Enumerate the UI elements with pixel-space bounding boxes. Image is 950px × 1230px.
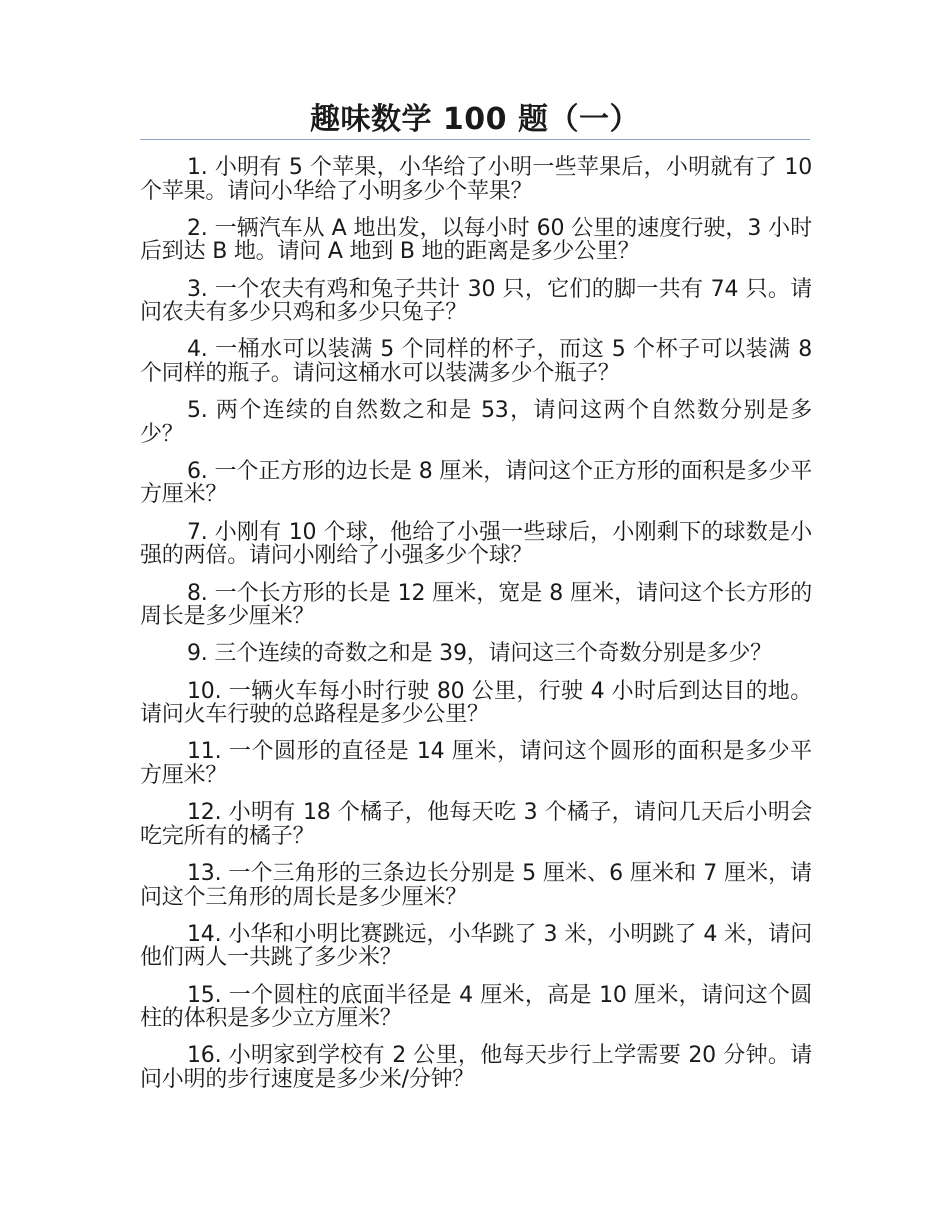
question-3: 3. 一个农夫有鸡和兔子共计 30 只，它们的脚一共有 74 只。请问农夫有多少只鸡和多少只兔子？ xyxy=(140,276,812,326)
question-5: 5. 两个连续的自然数之和是 53，请问这两个自然数分别是多少？ xyxy=(140,398,812,447)
question-16: 16. 小明家到学校有 2 公里，他每天步行上学需要 20 分钟。请问小明的步行速度是多少米/分钟？ xyxy=(140,1043,812,1092)
question-list xyxy=(140,156,812,1105)
title-underline xyxy=(140,139,810,140)
question-7: 7. 小刚有 10 个球，他给了小强一些球后，小刚剩下的球数是小强的两倍。请问小刚给了小强多少个球？ xyxy=(140,519,812,569)
question-13: 13. 一个三角形的三条边长分别是 5 厘米、6 厘米和 7 厘米，请问这个三角形的周长是多少厘米？ xyxy=(140,861,812,910)
question-12: 12. 小明有 18 个橘子，他每天吃 3 个橘子，请问几天后小明会吃完所有的橘子？ xyxy=(140,800,812,849)
question-15: 15. 一个圆柱的底面半径是 4 厘米，高是 10 厘米，请问这个圆柱的体积是多少立方厘米？ xyxy=(140,982,812,1032)
question-2: 2. 一辆汽车从 A 地出发，以每小时 60 公里的速度行驶，3 小时后到达 B 地。请问 A 地到 B 地的距离是多少公里？ xyxy=(140,215,812,265)
question-11: 11. 一个圆形的直径是 14 厘米，请问这个圆形的面积是多少平方厘米？ xyxy=(140,739,812,788)
question-10: 10. 一辆火车每小时行驶 80 公里，行驶 4 小时后到达目的地。请问火车行驶的总路程是多少公里？ xyxy=(140,678,812,728)
question-9: 9. 三个连续的奇数之和是 39，请问这三个奇数分别是多少？ xyxy=(187,641,772,667)
document-title: 趣味数学 100 题（一） xyxy=(309,102,640,137)
question-6: 6. 一个正方形的边长是 8 厘米，请问这个正方形的面积是多少平方厘米？ xyxy=(140,458,812,508)
question-4: 4. 一桶水可以装满 5 个同样的杯子，而这 5 个杯子可以装满 8 个同样的瓶子。请问这桶水可以装满多少个瓶子？ xyxy=(140,337,812,386)
question-1: 1. 小明有 5 个苹果，小华给了小明一些苹果后，小明就有了 10 个苹果。请问小华给了小明多少个苹果？ xyxy=(140,155,812,204)
question-8: 8. 一个长方形的长是 12 厘米，宽是 8 厘米，请问这个长方形的周长是多少厘米？ xyxy=(140,580,812,630)
question-14: 14. 小华和小明比赛跳远，小华跳了 3 米，小明跳了 4 米，请问他们两人一共跳了多少米？ xyxy=(140,921,812,971)
